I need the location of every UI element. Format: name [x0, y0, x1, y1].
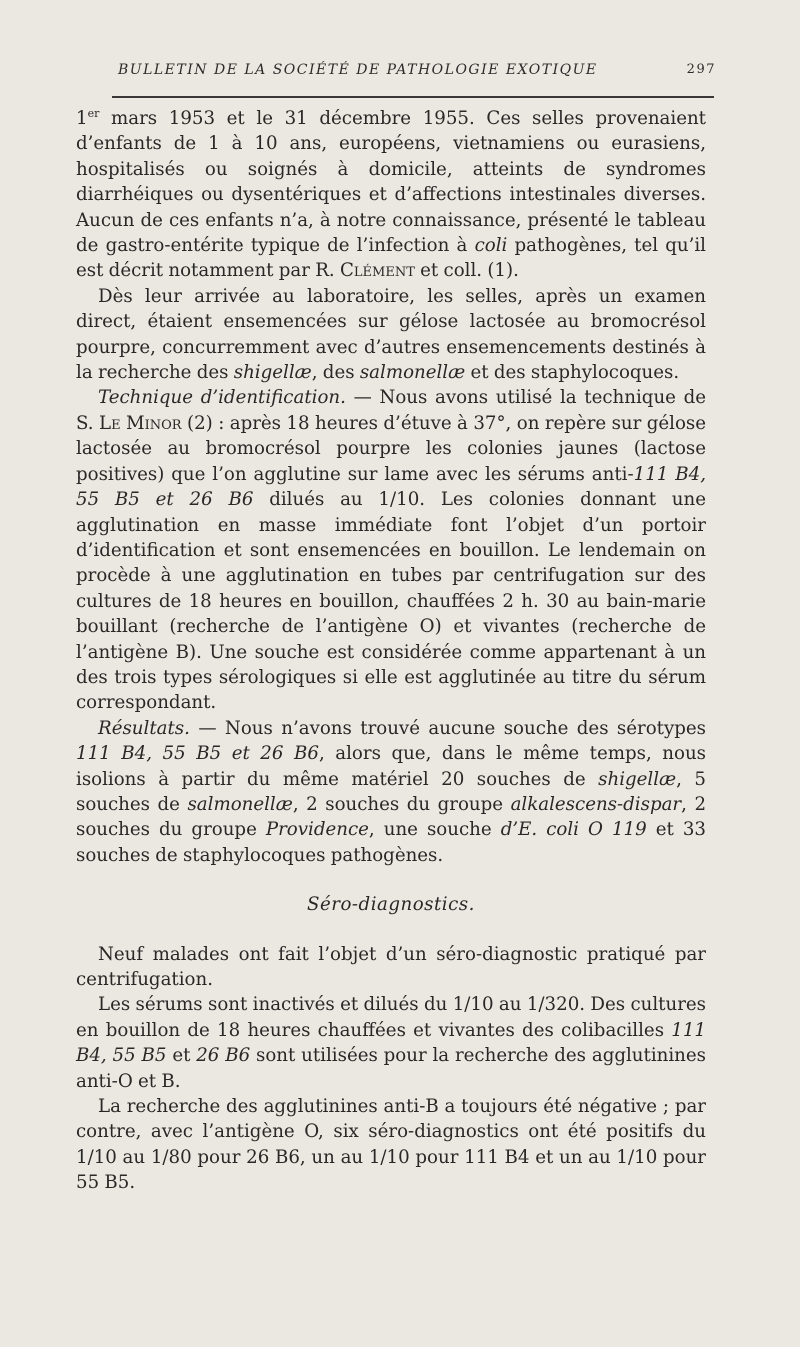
paragraph-methods-intro: Dès leur arrivée au laboratoire, les selles, après un examen direct, étaient ensemencées sur gélose lactosée au bromocrésol pourpre, concurremment avec d’autres ensemencements destinés à la recherche des shigellæ, des salmonellæ et des staphylocoques.	[76, 285, 706, 384]
paragraph-sera-preparation: Les sérums sont inactivés et dilués du 1/10 au 1/320. Des cultures en bouillon de 18 heures chauffées et vivantes des colibacilles 111 B4, 55 B5 et 26 B6 sont utilisées pour la recherche des agglutinines anti-O et B.	[76, 994, 706, 1092]
journal-title: BULLETIN DE LA SOCIÉTÉ DE PATHOLOGIE EXOTIQUE	[118, 62, 598, 78]
paragraph-technique: Technique d’identification. — Nous avons utilisé la technique de S. Le Minor (2) : après 18 heures d’étuve à 37°, on repère sur gélose lactosée au bromocrésol pourpre les colonies jaunes (lactose positives) que l’on agglutine sur lame avec les sérums anti-111 B4, 55 B5 et 26 B6 dilués au 1/10. Les colonies donnant une agglutination en masse immédiate font l’objet d’un portoir d’identification et sont ensemencées en bouillon. Le lendemain on procède à une agglutination en tubes par centrifugation sur des cultures de 18 heures en bouillon, chauffées 2 h. 30 au bain-marie bouillant (recherche de l’antigène O) et vivantes (recherche de l’antigène B). Une souche est considérée comme appartenant à un des trois types sérologiques si elle est agglutinée au titre du sérum correspondant.	[76, 387, 707, 714]
section-heading: Séro-diagnostics.	[307, 894, 475, 916]
paragraph-serodiagnostics: Neuf malades ont fait l’objet d’un séro-diagnostic pratiqué par centrifugation.	[76, 943, 706, 990]
author-name: Clément	[339, 260, 415, 282]
run-in-heading: Résultats.	[98, 717, 190, 739]
paragraph-intro: 1er mars 1953 et le 31 décembre 1955. Ces selles provenaient d’enfants de 1 à 10 ans, européens, vietnamiens ou eurasiens, hospitalisés ou soignés à domicile, atteints de syndromes diarrhéiques ou dysentériques et d’affections intestinales diverses. Aucun de ces enfants n’a, à notre connaissance, présenté le tableau de gastro-entérite typique de l’infection à coli pathogènes, tel qu’il est décrit notamment par R. Clément et coll. (1).	[76, 106, 707, 282]
paragraph-agglutinins: La recherche des agglutinines anti-B a toujours été négative ; par contre, avec l’antigène O, six séro-diagnostics ont été positifs du 1/10 au 1/80 pour 26 B6, un au 1/10 pour 111 B4 et un au 1/10 pour 55 B5.	[76, 1096, 706, 1194]
header-rule	[112, 96, 714, 98]
ordinal-superscript: er	[87, 106, 100, 120]
article-body	[76, 106, 706, 1196]
author-name: Le Minor	[99, 412, 182, 434]
paragraph-results: Résultats. — Nous n’avons trouvé aucune souche des sérotypes 111 B4, 55 B5 et 26 B6, alors que, dans le même temps, nous isolions à partir du même matériel 20 souches de shigellæ, 5 souches de salmonellæ, 2 souches du groupe alkalescens-dispar, 2 souches du groupe Providence, une souche d’E. coli O 119 et 33 souches de staphylocoques pathogènes.	[76, 717, 707, 866]
page-number: 297	[686, 62, 716, 77]
run-in-heading: Technique d’identification.	[98, 387, 346, 409]
